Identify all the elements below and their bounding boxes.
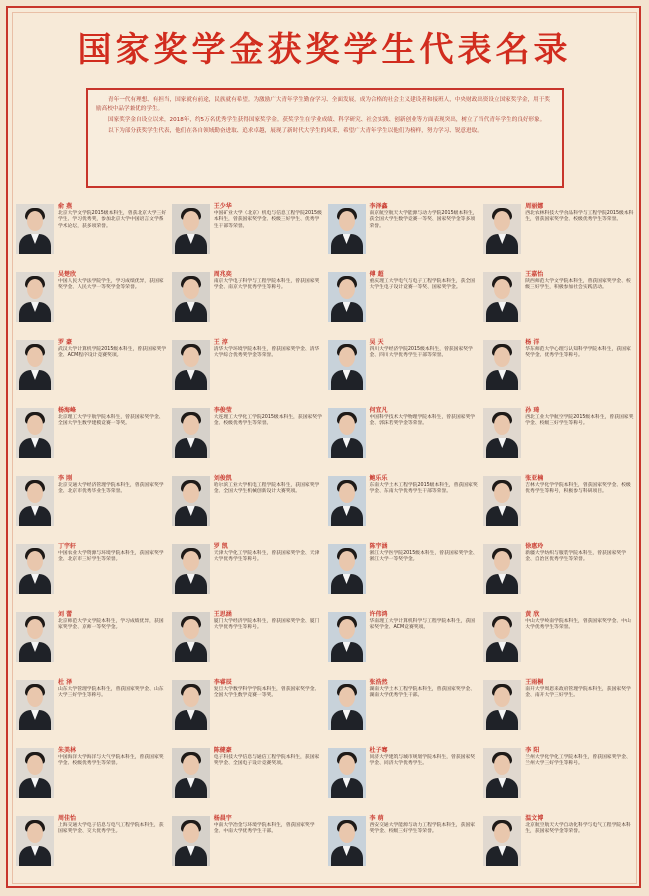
photo-head [494,755,510,775]
student-bio: 天津大学化工学院本科生，曾获国家奖学金、天津大学优秀学生等称号。 [213,551,320,563]
photo-head [494,619,510,639]
photo-head [339,823,355,843]
student-info [214,742,324,808]
student-info [214,538,324,604]
student-bio: 西北工业大学航空学院2015级本科生，曾获国家奖学金、校级三好学生等称号。 [525,415,634,427]
student-bio: 中国海洋大学海洋与大气学院本科生，曾获国家奖学金、校级优秀学生等荣誉。 [58,755,164,767]
student-card [172,198,324,264]
student-name: 孙 琦 [525,407,540,414]
student-bio: 北京交通大学经济管理学院本科生，曾获国家奖学金、北京市优秀毕业生等荣誉。 [58,483,164,495]
photo-head [183,687,199,707]
student-photo [483,680,521,730]
student-card [16,742,168,808]
student-bio: 大连理工大学化工学院2015级本科生，获国家奖学金、校级优秀学生等荣誉。 [213,415,322,427]
student-name: 王嘉怡 [525,271,544,278]
student-photo [172,748,210,798]
student-card [328,266,480,332]
student-photo [483,612,521,662]
photo-head [494,551,510,571]
photo-head [339,619,355,639]
student-info [370,606,480,672]
student-name: 李睿辰 [213,679,232,686]
student-photo [172,544,210,594]
student-photo [172,476,210,526]
student-card [172,538,324,604]
student-card [483,606,635,672]
student-card [172,606,324,672]
student-info [58,198,168,264]
student-photo [16,612,54,662]
student-card [16,674,168,740]
student-bio: 北京理工大学宇航学院本科生，曾获国家奖学金、全国大学生数学建模竞赛一等奖。 [58,415,164,427]
student-photo [328,612,366,662]
student-name: 李 萌 [369,815,384,822]
student-photo [16,408,54,458]
student-card [172,334,324,400]
student-card [328,402,480,468]
student-info [525,334,635,400]
student-bio: 哈尔滨工业大学机电工程学院本科生，获国家奖学金、全国大学生机械创新设计大赛奖项。 [213,483,320,495]
photo-head [183,211,199,231]
student-info [214,402,324,468]
student-bio: 东南大学土木工程学院2015级本科生，曾获国家奖学金、东南大学优秀学生干部等荣誉。 [369,483,478,495]
student-card [172,674,324,740]
student-name: 杜 泽 [58,679,73,686]
student-photo [172,612,210,662]
student-card [172,742,324,808]
student-info [214,198,324,264]
student-bio: 中山大学岭南学院本科生，曾获国家奖学金、中山大学优秀学生等荣誉。 [525,619,631,631]
student-photo [483,340,521,390]
student-info [58,538,168,604]
intro-paragraph: 青年一代有理想、有担当，国家就有前途，民族就有希望。为激励广大青年学生勤奋学习、全面发展，成为合格的社会主义建设者和接班人，中央财政出资设立国家奖学金，用于奖励高校中品学兼优的学生。 [96,97,550,112]
photo-head [183,347,199,367]
student-bio: 同济大学建筑与城市规划学院本科生，曾获国家奖学金、同济大学优秀学生。 [369,755,476,767]
photo-head [339,211,355,231]
student-name: 何宜凡 [369,407,388,414]
student-bio: 四川大学经济学院2015级本科生，曾获国家奖学金、四川大学优秀学生干部等荣誉。 [369,347,473,359]
student-card [483,810,635,876]
student-card [172,810,324,876]
student-name: 黄 欣 [525,611,540,618]
student-card [483,334,635,400]
photo-head [27,347,43,367]
student-card [328,334,480,400]
student-info [214,606,324,672]
student-info [525,742,635,808]
student-info [214,334,324,400]
student-bio: 华南理工大学计算机科学与工程学院本科生，获国家奖学金、ACM竞赛奖项。 [369,619,476,631]
student-card [16,538,168,604]
student-bio: 北京师范大学文学院本科生，学习成绩优异，获国家奖学金、京师一等奖学金。 [58,619,164,631]
student-info [370,674,480,740]
photo-head [27,755,43,775]
student-bio: 南京航空航天大学能源与动力学院2015级本科生，获全国大学生数学竞赛一等奖、国家奖学金等多项荣誉。 [369,211,478,229]
student-bio: 新疆大学纺织与服装学院本科生，曾获国家奖学金、自治区优秀学生等荣誉。 [525,551,626,563]
photo-head [339,687,355,707]
student-name: 杨海峰 [58,407,77,414]
student-name: 傅 超 [369,271,384,278]
student-bio: 山东大学管理学院本科生，曾获国家奖学金、山东大学三好学生等称号。 [58,687,164,699]
student-info [370,198,480,264]
student-name: 王思涵 [213,611,232,618]
student-card [16,266,168,332]
student-name: 俞 燕 [58,203,73,210]
student-card [483,470,635,536]
student-info [525,266,635,332]
photo-head [183,619,199,639]
student-bio: 中国农业大学资源与环境学院本科生，获国家奖学金、北京市三好学生等荣誉。 [58,551,164,563]
student-name: 温文博 [525,815,544,822]
photo-head [27,823,43,843]
student-name: 罗 凯 [213,543,228,550]
photo-head [27,279,43,299]
student-card [328,198,480,264]
student-name: 徐惠玲 [525,543,544,550]
student-photo [483,272,521,322]
student-info [370,334,480,400]
student-photo [483,544,521,594]
student-name: 李俊莹 [213,407,232,414]
student-bio: 中国人民大学法学院学生，学习成绩优异，获国家奖学金、人民大学一等奖学金等荣誉。 [58,279,164,291]
photo-head [27,211,43,231]
student-name: 杜子骞 [369,747,388,754]
student-name: 吴 天 [369,339,384,346]
student-photo [172,272,210,322]
photo-head [183,823,199,843]
student-bio: 复旦大学数学科学学院本科生，曾获国家奖学金、全国大学生数学竞赛一等奖。 [213,687,320,699]
student-info [525,470,635,536]
student-bio: 中国矿业大学（北京）机电与信息工程学院2015级本科生，曾获国家奖学金、校级三好学生、优秀学生干部等荣誉。 [213,211,322,229]
student-info [214,470,324,536]
student-name: 吴楚欣 [58,271,77,278]
student-name: 李 阳 [525,747,540,754]
student-photo [483,816,521,866]
student-photo [328,340,366,390]
student-bio: 电子科技大学信息与通信工程学院本科生，获国家奖学金、全国电子设计竞赛奖项。 [213,755,320,767]
student-photo [328,680,366,730]
student-photo [328,476,366,526]
student-name: 鲍乐乐 [369,475,388,482]
student-name: 陈健豪 [213,747,232,754]
student-info [525,606,635,672]
student-card [483,402,635,468]
student-photo [172,408,210,458]
student-name: 王 淳 [213,339,228,346]
photo-head [494,279,510,299]
student-photo [328,816,366,866]
student-info [525,810,635,876]
student-info [525,402,635,468]
student-photo [172,680,210,730]
photo-head [339,755,355,775]
student-name: 张亚楠 [525,475,544,482]
student-info [58,810,168,876]
photo-head [183,279,199,299]
student-info [58,266,168,332]
student-info [58,606,168,672]
photo-head [494,211,510,231]
student-photo [16,680,54,730]
student-info [370,402,480,468]
student-card [328,810,480,876]
student-photo [328,408,366,458]
student-card [483,674,635,740]
photo-head [339,551,355,571]
student-name: 周兆奕 [213,271,232,278]
student-name: 杨晨宇 [213,815,232,822]
student-photo [483,748,521,798]
student-photo [16,272,54,322]
student-name: 罗 豪 [58,339,73,346]
student-info [525,674,635,740]
student-name: 丁宇轩 [58,543,77,550]
student-bio: 中南大学冶金与环境学院本科生，曾获国家奖学金、中南大学优秀学生干部。 [213,823,315,835]
student-bio: 北京大学文学院2015级本科生，曾获北京大学三好学生、学习优秀奖，参加北京大学中国语言文学系学术论坛，获多项荣誉。 [58,211,167,229]
student-card [328,470,480,536]
intro-box [86,88,564,188]
student-photo [328,204,366,254]
student-name: 陈宇涵 [369,543,388,550]
student-bio: 南开大学周恩来政府管理学院本科生，获国家奖学金、南开大学三好学生。 [525,687,631,699]
photo-head [183,483,199,503]
photo-head [27,415,43,435]
photo-head [494,483,510,503]
student-name: 张浩然 [369,679,388,686]
student-info [370,470,480,536]
student-card [16,810,168,876]
student-bio: 西安交通大学能源与动力工程学院本科生，获国家奖学金、校级三好学生等荣誉。 [369,823,476,835]
intro-paragraph: 以下为部分获奖学生代表，他们在各自领域勤奋进取、追求卓越，展现了新时代大学生的风采，希望广大青年学生以他们为榜样，努力学习、锐意进取。 [108,128,483,134]
photo-head [183,415,199,435]
student-bio: 武汉大学计算机学院2015级本科生，曾获国家奖学金、ACM程序设计竞赛奖项。 [58,347,167,359]
photo-head [339,483,355,503]
student-photo [16,748,54,798]
student-info [214,266,324,332]
student-card [483,538,635,604]
student-photo [172,204,210,254]
student-name: 周佳怡 [58,815,77,822]
photo-head [27,687,43,707]
student-bio: 重庆理工大学电气与电子工程学院本科生，获全国大学生电子设计竞赛一等奖、国家奖学金。 [369,279,476,291]
student-photo [328,748,366,798]
student-card [483,266,635,332]
student-bio: 湖南大学土木工程学院本科生，曾获国家奖学金、湖南大学优秀学生干部。 [369,687,476,699]
student-info [525,538,635,604]
photo-head [183,755,199,775]
student-info [214,810,324,876]
student-info [370,810,480,876]
student-card [16,334,168,400]
student-bio: 陕西师范大学文学院本科生，曾获国家奖学金、校级三好学生，积极参加社会实践活动。 [525,279,631,291]
photo-head [339,279,355,299]
student-info [370,742,480,808]
student-name: 李泽鑫 [369,203,388,210]
photo-head [494,823,510,843]
photo-head [494,687,510,707]
student-photo [483,476,521,526]
student-card [328,674,480,740]
photo-head [494,415,510,435]
photo-head [27,551,43,571]
photo-head [183,551,199,571]
student-photo [483,204,521,254]
student-bio: 吉林大学化学学院本科生，曾获国家奖学金、校级优秀学生等称号，积极参与科研项目。 [525,483,631,495]
student-card [328,742,480,808]
student-bio: 南京大学电子科学与工程学院本科生，曾获国家奖学金、南京大学优秀学生等称号。 [213,279,320,291]
photo-head [27,483,43,503]
student-bio: 北京航空航天大学自动化科学与电气工程学院本科生，获国家奖学金等荣誉。 [525,823,631,835]
student-bio: 兰州大学化学化工学院本科生，曾获国家奖学金、兰州大学三好学生等称号。 [525,755,631,767]
student-photo [16,204,54,254]
student-photo [328,272,366,322]
student-grid [16,198,635,876]
student-card [16,402,168,468]
student-name: 刘俊凯 [213,475,232,482]
student-photo [483,408,521,458]
student-name: 王少华 [213,203,232,210]
student-photo [328,544,366,594]
photo-head [339,415,355,435]
student-card [483,742,635,808]
intro-paragraph: 国家奖学金自设立以来，2018年，约5万名优秀学生获得国家奖学金。获奖学生在学业成绩、科学研究、社会实践、创新创业等方面表现突出，树立了当代青年学生的良好形象。 [108,117,546,123]
student-card [328,538,480,604]
student-info [370,538,480,604]
student-info [58,674,168,740]
student-info [58,402,168,468]
student-photo [172,816,210,866]
student-card [483,198,635,264]
student-bio: 浙江大学医学院2015级本科生，曾获国家奖学金、浙江大学一等奖学金。 [369,551,478,563]
student-info [58,470,168,536]
student-photo [16,476,54,526]
student-info [525,198,635,264]
student-name: 王雨桐 [525,679,544,686]
student-info [58,742,168,808]
student-bio: 上海交通大学电子信息与电气工程学院本科生，获国家奖学金、交大优秀学生。 [58,823,164,835]
student-info [58,334,168,400]
student-card [16,606,168,672]
student-bio: 清华大学环境学院本科生，曾获国家奖学金、清华大学综合优秀奖学金等荣誉。 [213,347,320,359]
student-info [214,674,324,740]
student-card [328,606,480,672]
student-photo [16,544,54,594]
student-card [16,470,168,536]
student-info [370,266,480,332]
student-card [172,470,324,536]
student-name: 周丽娜 [525,203,544,210]
photo-head [339,347,355,367]
student-name: 李 刚 [58,475,73,482]
student-card [172,266,324,332]
student-bio: 中国科学技术大学物理学院本科生，曾获国家奖学金、郭沫若奖学金等荣誉。 [369,415,476,427]
photo-head [494,347,510,367]
student-bio: 华东师范大学心理与认知科学学院本科生，获国家奖学金、优秀学生等称号。 [525,347,631,359]
student-name: 许伟鸿 [369,611,388,618]
student-card [172,402,324,468]
student-photo [16,816,54,866]
page-title: 国家奖学金获奖学生代表名录 [77,30,572,70]
student-bio: 西北农林科技大学食品科学与工程学院2015级本科生，曾获国家奖学金、校级优秀学生等荣誉。 [525,211,634,223]
photo-head [27,619,43,639]
student-name: 杨 洋 [525,339,540,346]
student-name: 朱美林 [58,747,77,754]
student-photo [16,340,54,390]
student-name: 刘 蕾 [58,611,73,618]
student-bio: 厦门大学经济学院本科生，曾获国家奖学金、厦门大学优秀学生等称号。 [213,619,320,631]
student-card [16,198,168,264]
student-photo [172,340,210,390]
